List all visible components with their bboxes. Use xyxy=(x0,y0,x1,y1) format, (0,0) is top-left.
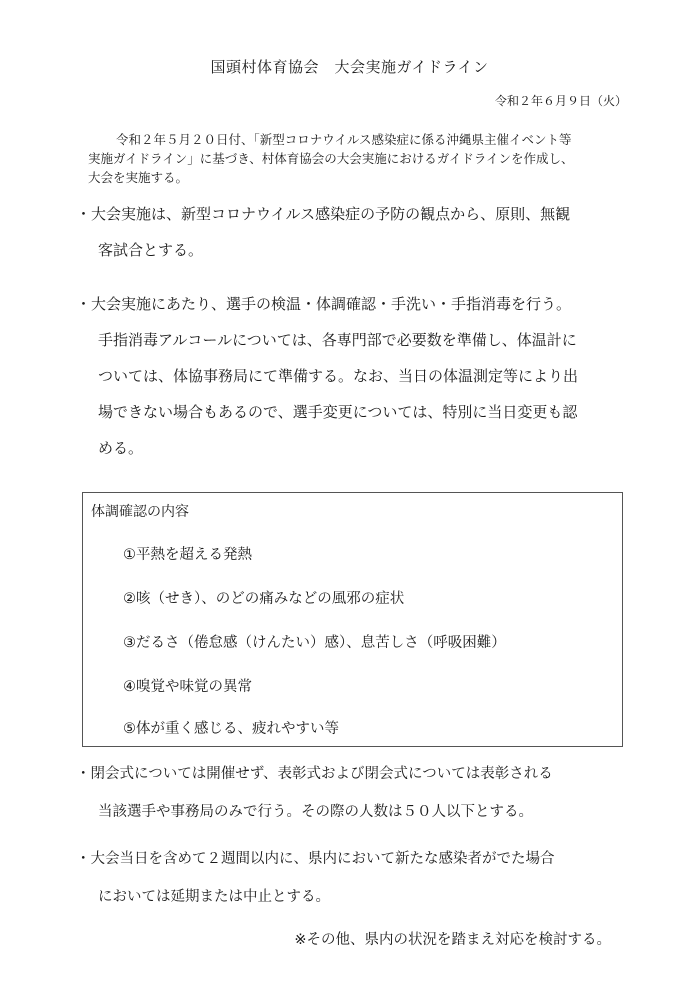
symptom-item: ⑤体が重く感じる、疲れやすい等 xyxy=(123,721,339,737)
intro-line-1: 令和２年５月２０日付、「新型コロナウイルス感染症に係る沖縄県主催イベント等 xyxy=(116,132,572,147)
symptom-item: ③だるさ（倦怠感（けんたい）感）、息苦しさ（呼吸困難） xyxy=(123,635,506,651)
document-date: 令和２年６月９日（火） xyxy=(494,94,627,108)
intro-line-2: 実施ガイドライン」に基づき、村体育協会の大会実施におけるガイドラインを作成し、 xyxy=(88,151,574,166)
bullet-closing-ceremony xyxy=(76,755,636,831)
intro-line-3: 大会を実施する。 xyxy=(88,170,189,185)
bullet-spectators xyxy=(76,196,636,268)
bullet-line: ・閉会式については開催せず、表彰式および閉会式については表彰される xyxy=(76,766,553,782)
intro-paragraph xyxy=(88,130,648,187)
bullet-line: ついては、体協事務局にて準備する。なお、当日の体温測定等により出 xyxy=(98,367,579,385)
health-check-box xyxy=(82,492,623,747)
bullet-postponement xyxy=(76,840,636,916)
bullet-line: ・大会当日を含めて２週間以内に、県内において新たな感染者がでた場合 xyxy=(76,851,555,867)
health-check-title: 体調確認の内容 xyxy=(91,504,189,520)
bullet-line: ・大会実施は、新型コロナウイルス感染症の予防の観点から、原則、無観 xyxy=(76,205,571,223)
document-title: 国頭村体育協会 大会実施ガイドライン xyxy=(210,58,489,76)
symptom-item: ②咳（せき）、のどの痛みなどの風邪の症状 xyxy=(123,591,405,607)
bullet-line: 場できない場合もあるので、選手変更については、特別に当日変更も認 xyxy=(98,403,578,421)
bullet-line: ・大会実施にあたり、選手の検温・体調確認・手洗い・手指消毒を行う。 xyxy=(76,295,572,313)
symptom-item: ④嗅覚や味覚の異常 xyxy=(123,679,252,695)
bullet-health-measures xyxy=(76,286,636,466)
closing-note: ※その他、県内の状況を踏まえ対応を検討する。 xyxy=(294,932,611,948)
bullet-line: 手指消毒アルコールについては、各専門部で必要数を準備し、体温計に xyxy=(98,331,577,349)
bullet-line: においては延期または中止とする。 xyxy=(98,889,330,905)
bullet-line: 客試合とする。 xyxy=(98,241,204,259)
bullet-line: める。 xyxy=(98,439,144,457)
symptom-item: ①平熱を超える発熱 xyxy=(123,547,252,563)
bullet-line: 当該選手や事務局のみで行う。その際の人数は５０人以下とする。 xyxy=(98,804,533,820)
